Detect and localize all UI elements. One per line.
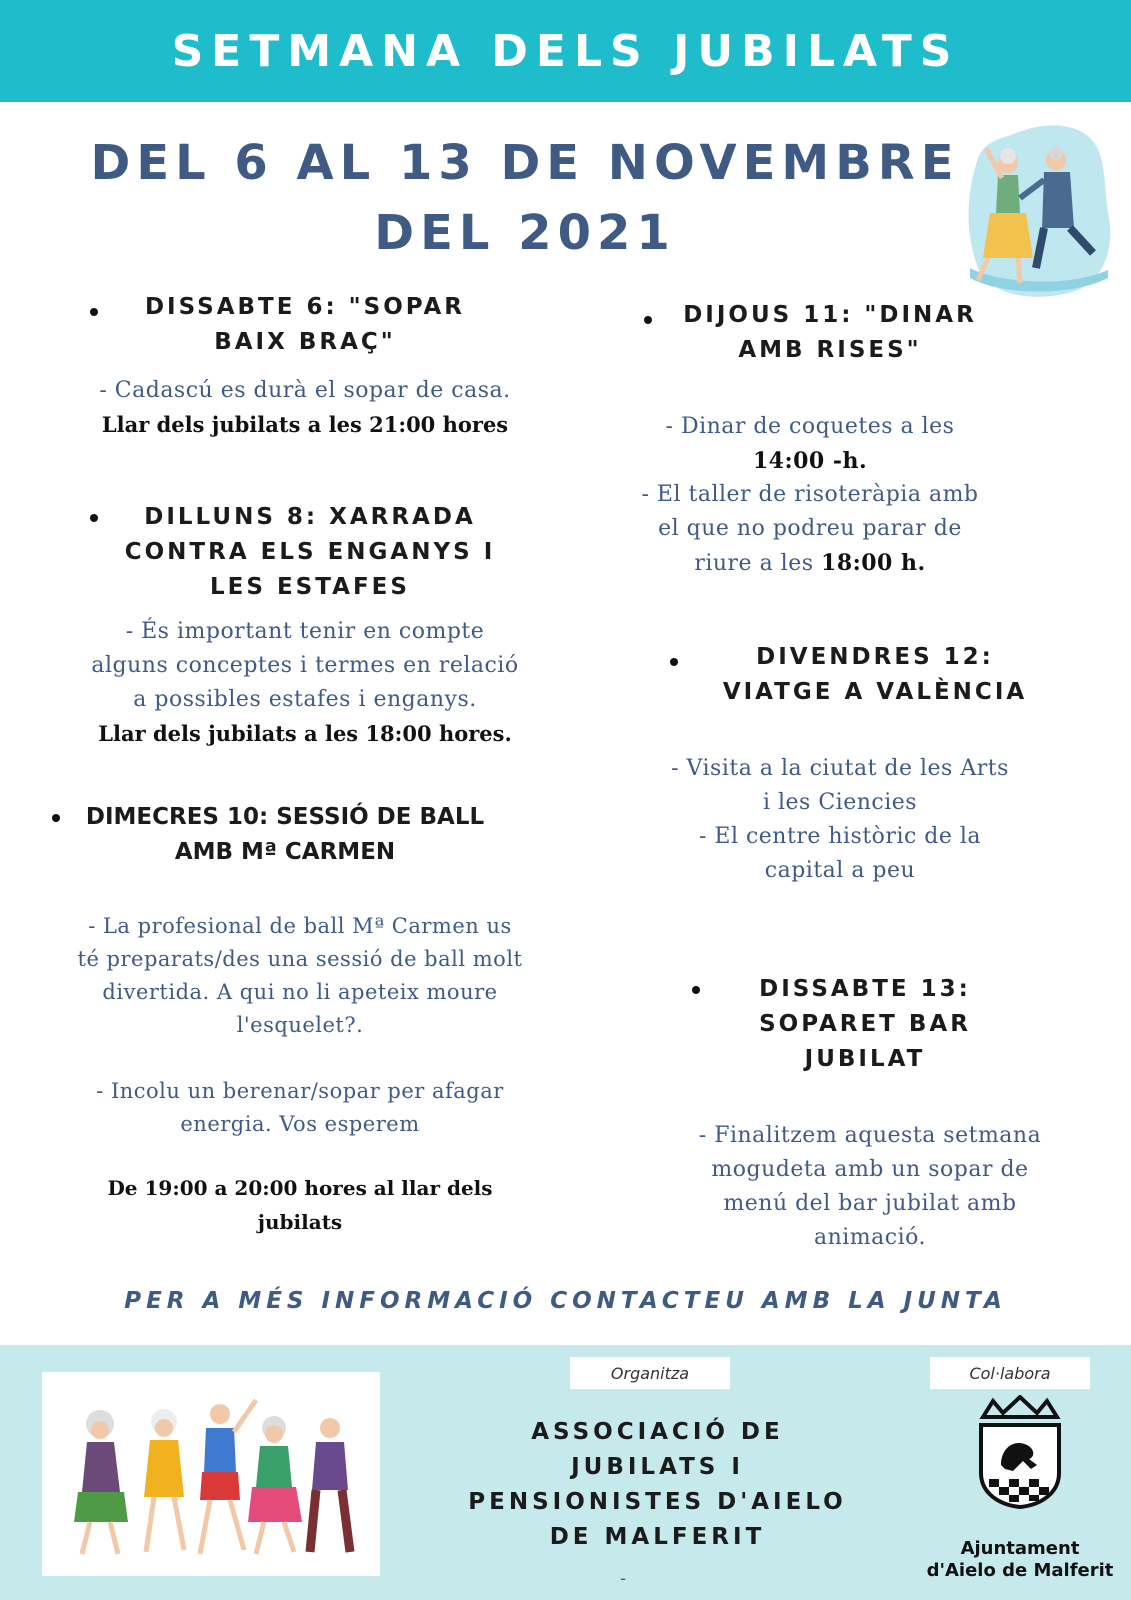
dates-line-1: DEL 6 AL 13 DE NOVEMBRE (90, 135, 960, 191)
footer-dash: - (620, 1568, 627, 1589)
bullet-icon (90, 308, 98, 316)
dancing-couple-illustration (958, 118, 1118, 308)
event-title: DISSABTE 6: "SOPAR BAIX BRAÇ" (144, 294, 466, 355)
event-title: DIVENDRES 12: VIATGE A VALÈNCIA (722, 644, 1028, 705)
bullet-icon (90, 514, 98, 522)
event-saturday-6 (70, 290, 540, 442)
event-description: - Visita a la ciutat de les Arts i les Ciencies - El centre històric de la capital a peu (671, 756, 1009, 883)
event-title: DIMECRES 10: SESSIÓ DE BALL AMB Mª CARMEN (85, 804, 485, 865)
event-saturday-13 (660, 972, 1080, 1255)
bullet-icon (692, 986, 700, 994)
page-title: SETMANA DELS JUBILATS (171, 25, 960, 77)
event-friday-12 (640, 640, 1080, 888)
town-hall-name: Ajuntament d'Aielo de Malferit (926, 1538, 1114, 1581)
organitza-label: Organitza (570, 1357, 730, 1389)
dancing-seniors-illustration (42, 1372, 380, 1576)
event-description: - La profesional de ball Mª Carmen us té preparats/des una sessió de ball molt divertida. A qui no li apeteix moure l'esquelet?. (77, 914, 523, 1037)
bullet-icon (644, 316, 652, 324)
association-name: ASSOCIACIÓ DE JUBILATS I PENSIONISTES D'AIELO DE MALFERIT (468, 1419, 847, 1550)
town-crest-icon (975, 1395, 1065, 1510)
event-description: - Finalitzem aquesta setmana mogudeta amb un sopar de menú del bar jubilat amb animació. (698, 1123, 1042, 1250)
event-description: - Dinar de coquetes a les 14:00 -h. - El taller de risoteràpia amb el que no podreu parar de riure a les 18:00 h. (641, 414, 979, 576)
event-monday-8 (70, 500, 540, 751)
event-time-place: Llar dels jubilats a les 18:00 hores. (98, 721, 512, 746)
event-dates (60, 128, 990, 268)
event-description-extra: - Incolu un berenar/sopar per afagar energia. Vos esperem (96, 1079, 504, 1136)
event-title: DIJOUS 11: "DINAR AMB RISES" (683, 302, 977, 363)
event-thursday-11 (610, 298, 1060, 581)
event-description: - És important tenir en compte alguns conceptes i termes en relació a possibles estafes i enganys. (91, 619, 519, 712)
collabora-label: Col·labora (930, 1357, 1090, 1389)
event-title: DISSABTE 13: SOPARET BAR JUBILAT (759, 976, 971, 1072)
bullet-icon (52, 814, 60, 822)
event-time-place: Llar dels jubilats a les 21:00 hores (101, 412, 509, 437)
event-description: - Cadascú es durà el sopar de casa. (99, 378, 511, 403)
dates-line-2: DEL 2021 (374, 205, 676, 261)
contact-line: PER A MÉS INFORMACIÓ CONTACTEU AMB LA JUNTA (124, 1288, 1007, 1314)
header-banner (0, 0, 1131, 102)
event-wednesday-10 (40, 800, 560, 1239)
bullet-icon (670, 658, 678, 666)
event-title: DILLUNS 8: XARRADA CONTRA ELS ENGANYS I LES ESTAFES (124, 504, 496, 600)
event-time-place: De 19:00 a 20:00 hores al llar dels jubilats (107, 1176, 493, 1234)
